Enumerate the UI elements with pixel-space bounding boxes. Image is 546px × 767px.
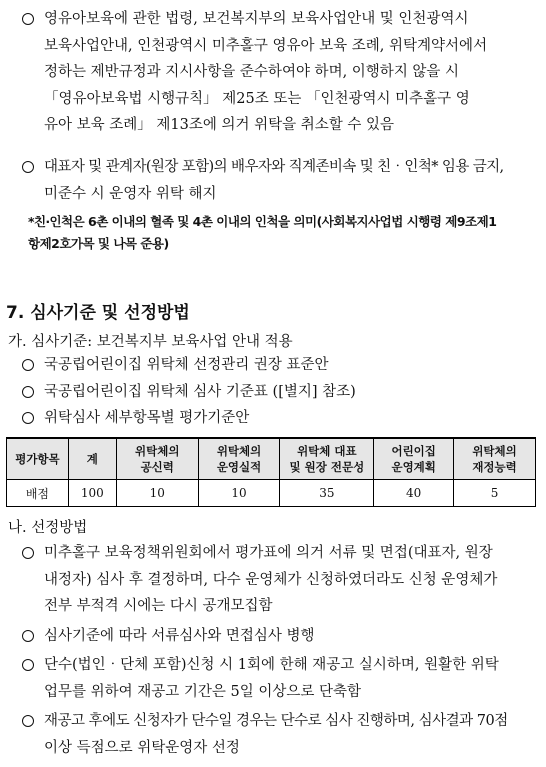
footnote: [28, 211, 532, 255]
subsection-a-title: 가. 심사기준: 보건복지부 보육사업 안내 적용: [8, 334, 293, 350]
table-header-cell: 위탁체의 공신력: [116, 438, 198, 480]
table-cell: 100: [68, 480, 116, 507]
list-item: 심사기준에 따라 서류심사와 면접심사 병행: [22, 623, 532, 650]
top-bullet-1: [22, 6, 532, 139]
bullet-line: 대표자 및 관계자(원장 포함)의 배우자와 직계존비속 및 친‧인척* 임용 금지,: [44, 159, 504, 175]
subsection-b-title: 나. 선정방법: [8, 520, 88, 536]
circle-bullet-icon: [22, 715, 34, 727]
circle-bullet-icon: [22, 13, 34, 25]
a-bullet-list: [22, 352, 532, 432]
table-cell: 배점: [7, 480, 69, 507]
bullet-line: 「영유아보육법 시행규칙」 제25조 또는 「인천광역시 미추홀구 영: [44, 90, 470, 107]
list-item: 국공립어린이집 위탁체 선정관리 권장 표준안: [22, 352, 532, 379]
list-item: 미추홀구 보육정책위원회에서 평가표에 의거 서류 및 면접(대표자, 원장 내정자) 심사 후 결정하며, 다수 운영체가 신청하였더라도 신청 운영체가 전부 부적격 시에는 다시 공개모집함: [22, 540, 532, 620]
circle-bullet-icon: [22, 161, 34, 173]
table-header-cell: 위탁체 대표 및 원장 전문성: [280, 438, 374, 480]
table-header-cell: 평가항목: [7, 438, 69, 480]
table-cell: 10: [116, 480, 198, 507]
table-cell: 35: [280, 480, 374, 507]
circle-bullet-icon: [22, 547, 34, 559]
bullet-line: 영유아보육에 관한 법령, 보건복지부의 보육사업안내 및 인천광역시: [44, 11, 469, 27]
circle-bullet-icon: [22, 630, 34, 642]
bullet-line: 유아 보육 조례」 제13조에 의거 위탁을 취소할 수 있음: [44, 117, 394, 133]
table-header-row: [7, 438, 536, 480]
circle-bullet-icon: [22, 659, 34, 671]
list-item: 국공립어린이집 위탁체 심사 기준표 ([별지] 참조): [22, 379, 532, 406]
footnote-line: 항제2호가목 및 나목 준용): [28, 236, 169, 251]
footnote-line: *친‧인척은 6촌 이내의 혈족 및 4촌 이내의 인척을 의미(사회복지사업법 시행령 제9조제1: [28, 214, 497, 229]
bullet-line: 보육사업안내, 인천광역시 미추홀구 영유아 보육 조례, 위탁계약서에서: [44, 37, 488, 54]
list-item: 재공고 후에도 신청자가 단수일 경우는 단수로 심사 진행하며, 심사결과 70점 이상 득점으로 위탁운영자 선정: [22, 708, 532, 761]
list-item: 위탁심사 세부항목별 평가기준안: [22, 405, 532, 432]
list-item: 단수(법인‧단체 포함)신청 시 1회에 한해 재공고 실시하며, 원활한 위탁 업무를 위하여 재공고 기간은 5일 이상으로 단축함: [22, 652, 532, 705]
circle-bullet-icon: [22, 412, 34, 424]
section-heading: 7. 심사기준 및 선정방법: [6, 303, 190, 323]
table-header-cell: 위탁체의 재정능력: [454, 438, 536, 480]
circle-bullet-icon: [22, 359, 34, 371]
table-cell: 5: [454, 480, 536, 507]
table-cell: 40: [374, 480, 454, 507]
table-header-cell: 위탁체의 운영실적: [198, 438, 280, 480]
b-bullet-list: [22, 540, 532, 761]
evaluation-table: [6, 437, 536, 507]
bullet-line: 정하는 제반규정과 지시사항을 준수하여야 하며, 이행하지 않을 시: [44, 64, 460, 80]
table-header-cell: 계: [68, 438, 116, 480]
circle-bullet-icon: [22, 386, 34, 398]
table-header-cell: 어린이집 운영계획: [374, 438, 454, 480]
table-row: [7, 480, 536, 507]
top-bullet-2: [22, 154, 532, 207]
bullet-line: 미준수 시 운영자 위탁 해지: [44, 185, 217, 202]
table-cell: 10: [198, 480, 280, 507]
